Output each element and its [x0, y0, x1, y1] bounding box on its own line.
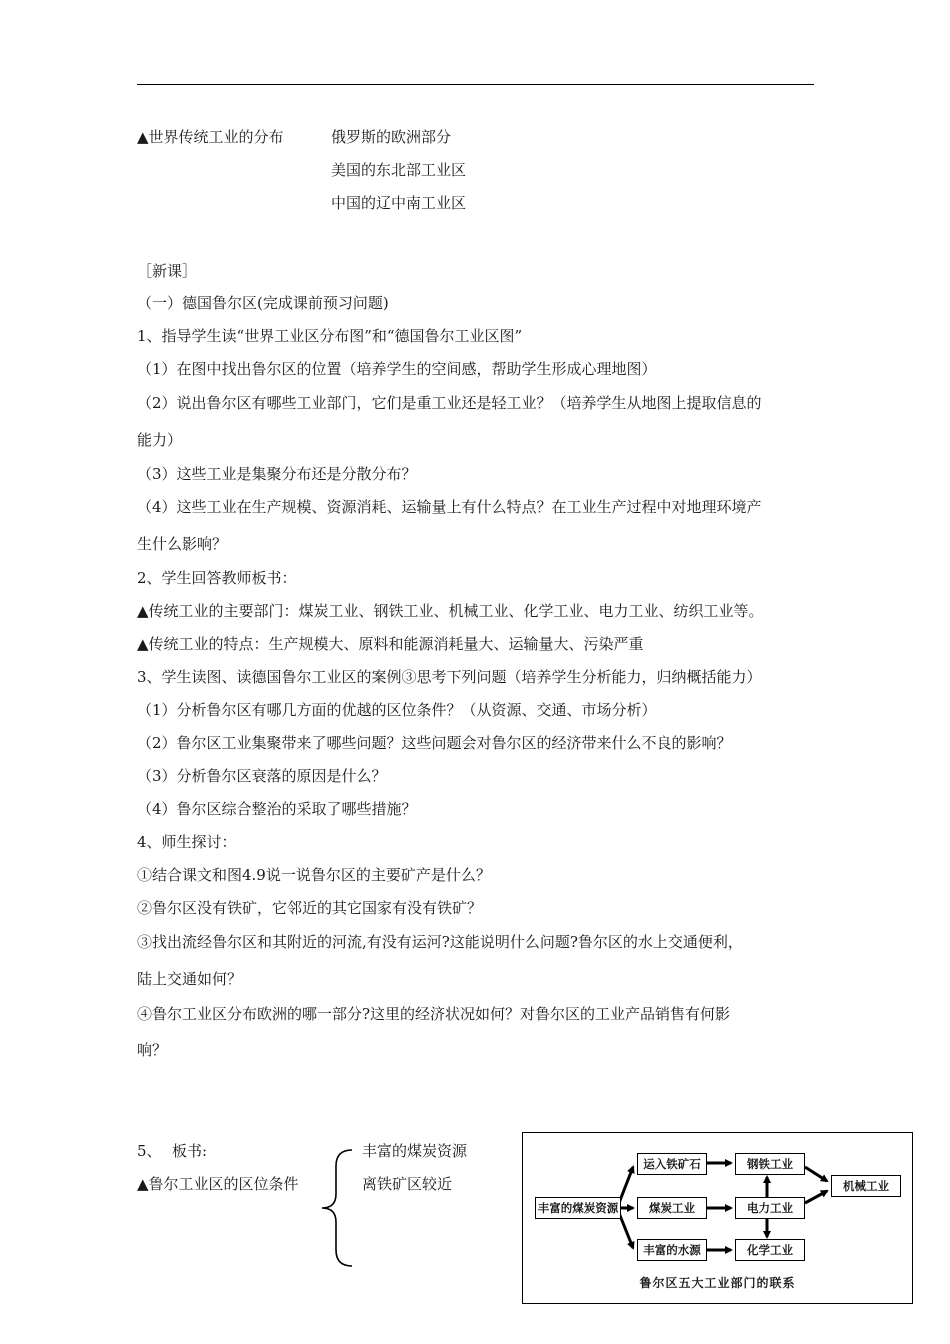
board-heading: ▲鲁尔工业区的区位条件 — [137, 1175, 299, 1193]
intro-heading: ▲世界传统工业的分布 — [137, 128, 284, 146]
text-line: （4）鲁尔区综合整治的采取了哪些措施？ — [137, 800, 417, 818]
board-number: 5、 — [137, 1142, 162, 1160]
industry-link-diagram — [522, 1132, 913, 1304]
box-iron-ore: 运入铁矿石 — [637, 1153, 707, 1175]
text-line: （1）分析鲁尔区有哪几方面的优越的区位条件？（从资源、交通、市场分析） — [137, 701, 657, 719]
text-line: ▲传统工业的特点：生产规模大、原料和能源消耗量大、运输量大、污染严重 — [137, 635, 644, 653]
box-water: 丰富的水源 — [637, 1239, 707, 1261]
box-steel: 钢铁工业 — [735, 1153, 805, 1175]
text-line: ①结合课文和图4.9说一说鲁尔区的主要矿产是什么？ — [137, 866, 491, 884]
text-line: （2）说出鲁尔区有哪些工业部门，它们是重工业还是轻工业？（培养学生从地图上提取信息的 — [137, 394, 762, 412]
board-item-1: 丰富的煤炭资源 — [362, 1142, 468, 1160]
box-chemical: 化学工业 — [735, 1239, 805, 1261]
box-power: 电力工业 — [735, 1197, 805, 1219]
text-line: （1）在图中找出鲁尔区的位置（培养学生的空间感，帮助学生形成心理地图） — [137, 360, 657, 378]
text-line: 响？ — [137, 1041, 168, 1059]
text-line: ▲传统工业的主要部门：煤炭工业、钢铁工业、机械工业、化学工业、电力工业、纺织工业等。 — [137, 602, 764, 620]
text-line: 能力） — [137, 431, 183, 449]
text-line: ③找出流经鲁尔区和其附近的河流,有没有运河?这能说明什么问题?鲁尔区的水上交通便利， — [137, 933, 743, 951]
curly-brace — [318, 1148, 358, 1268]
text-line: （4）这些工业在生产规模、资源消耗、运输量上有什么特点？在工业生产过程中对地理环境产 — [137, 498, 762, 516]
intro-region-3: 中国的辽中南工业区 — [331, 194, 467, 212]
text-line: （2）鲁尔区工业集聚带来了哪些问题？这些问题会对鲁尔区的经济带来什么不良的影响？ — [137, 734, 732, 752]
text-line: （3）这些工业是集聚分布还是分散分布？ — [137, 465, 417, 483]
board-label: 板书: — [172, 1142, 208, 1160]
header-rule — [137, 84, 814, 85]
text-line: （一）德国鲁尔区(完成课前预习问题) — [137, 294, 389, 312]
text-line: 3、学生读图、读德国鲁尔工业区的案例③思考下列问题（培养学生分析能力，归纳概括能力） — [137, 668, 762, 686]
text-line: ［新课］ — [137, 262, 198, 280]
intro-region-1: 俄罗斯的欧洲部分 — [331, 128, 452, 146]
intro-region-2: 美国的东北部工业区 — [331, 161, 467, 179]
text-line: 2、学生回答教师板书： — [137, 569, 297, 587]
text-line: ②鲁尔区没有铁矿，它邻近的其它国家有没有铁矿？ — [137, 899, 483, 917]
board-item-2: 离铁矿区较近 — [362, 1175, 453, 1193]
text-line: 陆上交通如何？ — [137, 970, 243, 988]
box-machinery: 机械工业 — [831, 1175, 901, 1197]
diagram-caption: 鲁尔区五大工业部门的联系 — [639, 1276, 796, 1290]
text-line: （3）分析鲁尔区衰落的原因是什么？ — [137, 767, 387, 785]
text-line: 4、师生探讨： — [137, 833, 237, 851]
text-line: ④鲁尔工业区分布欧洲的哪一部分?这里的经济状况如何？对鲁尔区的工业产品销售有何影 — [137, 1005, 731, 1023]
text-line: 1、指导学生读“世界工业区分布图”和“德国鲁尔工业区图” — [137, 327, 523, 345]
box-coal-resource: 丰富的煤炭资源 — [535, 1197, 621, 1219]
text-line: 生什么影响？ — [137, 535, 228, 553]
box-coal-industry: 煤炭工业 — [637, 1197, 707, 1219]
